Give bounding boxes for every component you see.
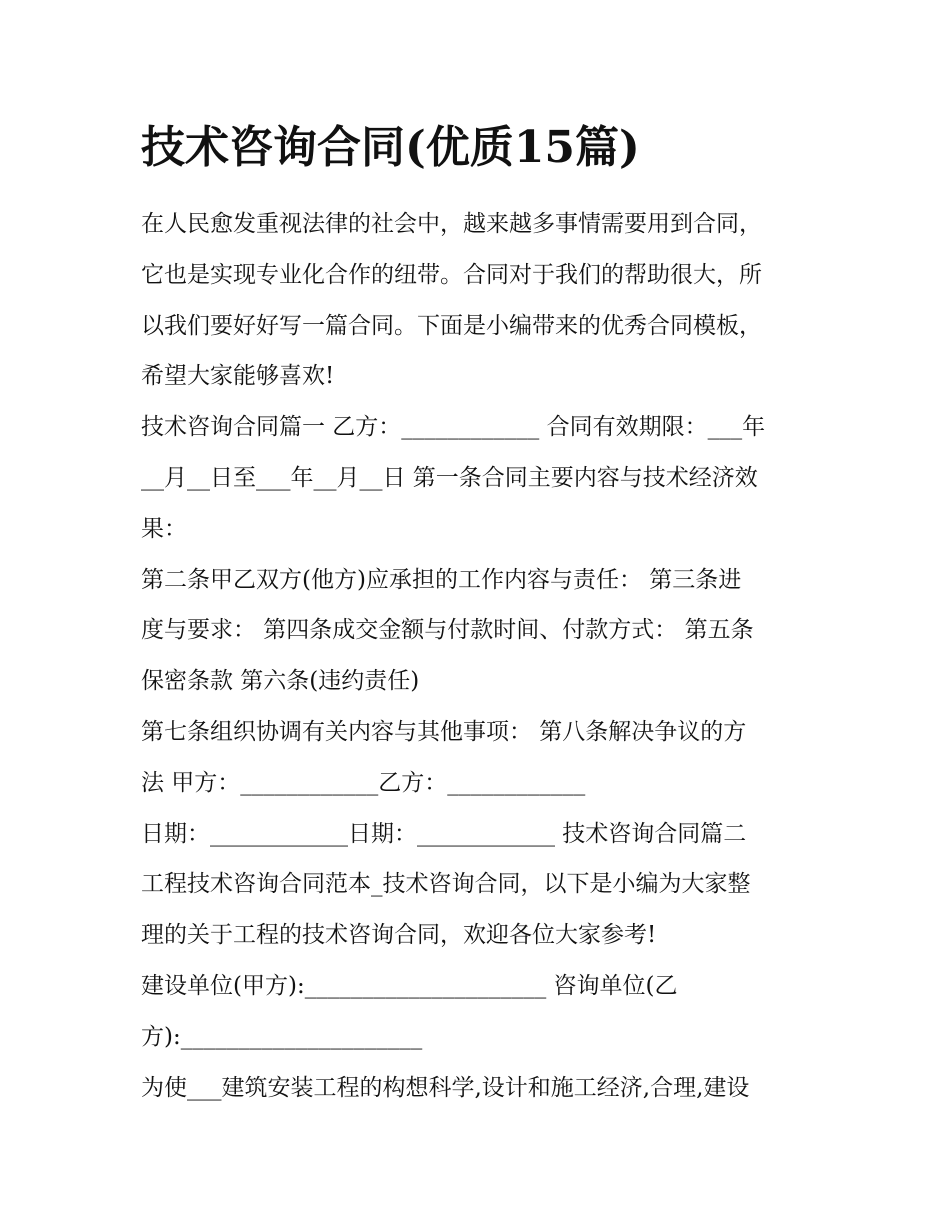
text-line: 日期：____________日期：____________ 技术咨询合同篇二: [141, 820, 747, 847]
document-title: 技术咨询合同(优质15篇): [141, 122, 640, 173]
text-line: 理的关于工程的技术咨询合同，欢迎各位大家参考!: [141, 922, 657, 949]
text-line: __月__日至___年__月__日 第一条合同主要内容与技术经济效: [141, 464, 758, 491]
text-line: 技术咨询合同篇一 乙方：____________ 合同有效期限：___年: [141, 414, 766, 441]
text-line: 工程技术咨询合同范本_技术咨询合同，以下是小编为大家整: [141, 871, 751, 898]
text-line: 第七条组织协调有关内容与其他事项： 第八条解决争议的方: [141, 718, 747, 745]
text-line: 果：: [141, 515, 187, 542]
text-line: 法 甲方：____________乙方：____________: [141, 769, 586, 796]
text-line: 度与要求： 第四条成交金额与付款时间、付款方式： 第五条: [141, 617, 754, 644]
text-line: 为使___建筑安装工程的构想科学,设计和施工经济,合理,建设: [141, 1074, 750, 1101]
text-line: 在人民愈发重视法律的社会中，越来越多事情需要用到合同，: [141, 211, 762, 237]
text-line: 保密条款 第六条(违约责任): [141, 668, 420, 695]
text-line: 方):_____________________: [141, 1023, 423, 1050]
text-line: 以我们要好好写一篇合同。下面是小编带来的优秀合同模板，: [141, 312, 762, 339]
text-line: 它也是实现专业化合作的纽带。合同对于我们的帮助很大，所: [141, 261, 762, 288]
text-line: 希望大家能够喜欢!: [141, 363, 335, 390]
text-line: 建设单位(甲方):_____________________ 咨询单位(乙: [141, 972, 678, 999]
document-body: [141, 199, 821, 1113]
text-line: 第二条甲乙双方(他方)应承担的工作内容与责任： 第三条进: [141, 566, 742, 593]
